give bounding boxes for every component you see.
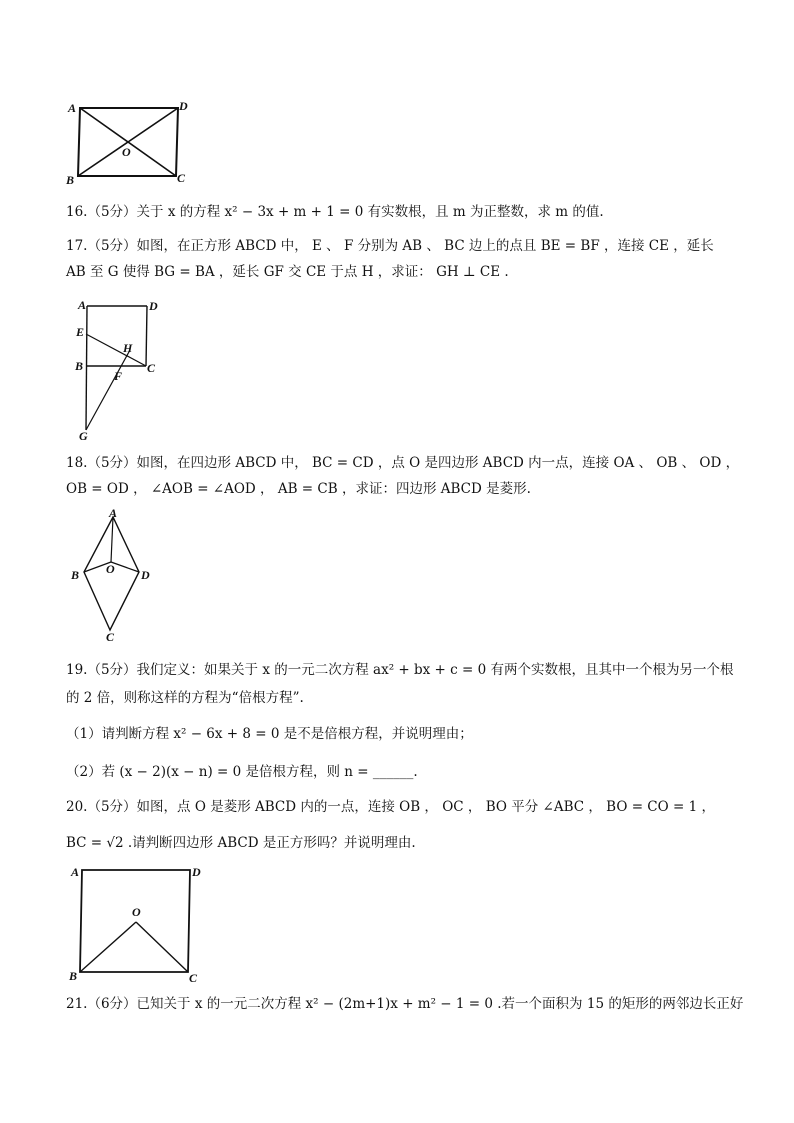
- label-d: D: [141, 568, 150, 582]
- side-dcb: [146, 306, 147, 366]
- side-ab-extended: [86, 306, 87, 430]
- label-b: B: [71, 568, 80, 582]
- label-o: O: [132, 905, 141, 919]
- label-d: D: [192, 865, 201, 879]
- label-a: A: [71, 865, 80, 879]
- label-d: D: [149, 299, 158, 313]
- figure-quadrilateral-abcd: [66, 505, 166, 645]
- label-o: O: [122, 145, 131, 159]
- label-g: G: [79, 429, 88, 443]
- label-a: A: [68, 101, 77, 115]
- segment-oc: [136, 922, 188, 972]
- diagonal-bd: [78, 108, 178, 176]
- label-b: B: [66, 173, 75, 187]
- label-c: C: [147, 361, 156, 375]
- problem-20-line-1: 20.（5分）如图，点 O 是菱形 ABCD 内的一点，连接 OB ， OC ， BO 平分 ∠ABC ， BO = CO = 1 ，: [66, 799, 715, 815]
- label-a: A: [109, 506, 118, 520]
- label-b: B: [75, 359, 84, 373]
- problem-19-question-1: （1）请判断方程 x² − 6x + 8 = 0 是不是倍根方程，并说明理由；: [66, 726, 473, 742]
- problem-16-text: 16.（5分）关于 x 的方程 x² − 3x + m + 1 = 0 有实数根，且 m 为正整数，求 m 的值.: [66, 204, 604, 220]
- problem-18-line-2: OB = OD ， ∠AOB = ∠AOD ， AB = CB ，求证：四边形 ABCD 是菱形.: [66, 481, 531, 497]
- segment-bo: [80, 922, 136, 972]
- label-a: A: [78, 298, 87, 312]
- segment-gh: [86, 350, 130, 430]
- problem-17-line-1: 17.（5分）如图，在正方形 ABCD 中， E 、 F 分别为 AB 、 BC 边上的点且 BE = BF ，连接 CE ，延长: [66, 238, 714, 254]
- figure-rectangle-diagonals: [62, 96, 192, 188]
- label-c: C: [189, 971, 198, 985]
- label-c: C: [106, 630, 115, 644]
- figure-square-abcd: [70, 294, 170, 444]
- label-e: E: [76, 325, 85, 339]
- segment-oa: [111, 517, 113, 562]
- problem-19-question-2: （2）若 (x − 2)(x − n) = 0 是倍根方程，则 n = ______.: [66, 764, 418, 780]
- label-d: D: [179, 99, 188, 113]
- problem-21-line-1: 21.（6分）已知关于 x 的一元二次方程 x² − (2m+1)x + m² − 1 = 0 .若一个面积为 15 的矩形的两邻边长正好: [66, 996, 744, 1012]
- label-o: O: [106, 562, 115, 576]
- label-f: F: [114, 369, 123, 383]
- label-c: C: [177, 171, 186, 185]
- label-h: H: [123, 341, 133, 355]
- segment-ec: [86, 334, 146, 366]
- problem-19-line-1: 19.（5分）我们定义：如果关于 x 的一元二次方程 ax² + bx + c = 0 有两个实数根，且其中一个根为另一个根: [66, 662, 734, 678]
- problem-17-line-2: AB 至 G 使得 BG = BA ，延长 GF 交 CE 于点 H ，求证： GH ⊥ CE .: [66, 264, 509, 280]
- problem-19-line-2: 的 2 倍，则称这样的方程为“倍根方程”.: [66, 690, 304, 706]
- problem-18-line-1: 18.（5分）如图，在四边形 ABCD 中， BC = CD ，点 O 是四边形 ABCD 内一点，连接 OA 、 OB 、 OD ，: [66, 455, 740, 471]
- problem-20-line-2: BC = √2 .请判断四边形 ABCD 是正方形吗？并说明理由.: [66, 835, 416, 851]
- figure-rhombus-abcd: [64, 858, 214, 986]
- label-b: B: [69, 969, 78, 983]
